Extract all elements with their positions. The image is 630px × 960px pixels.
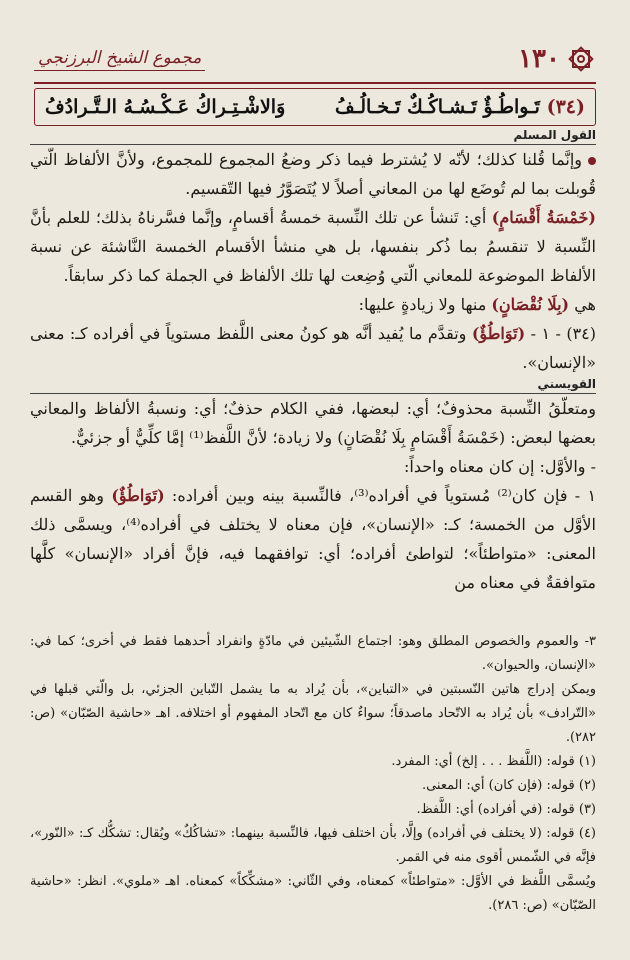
- term-tawatu-2: (تَوَاطُؤٌ): [111, 486, 165, 505]
- quwaysini-paragraph-1: ومتعلّقُ النِّسبة محذوفٌ؛ أي: لبعضها، ففي الكلام حذفٌ؛ أي: ونسبةُ الألفاظ والمعاني بعضها لبعض: (خَمْسَةُ أَقْسَامٍ بِلَا نُقْصَانٍ) ولا زيادة؛ لأنَّ اللَّفظ⁽¹⁾ إمَّا كلِّيٌّ أو جزئيٌّ.: [30, 399, 596, 447]
- verse-right: [335, 96, 585, 118]
- footnote-4-continued: ويُسمَّى اللَّفظ في الأوَّل: «متواطئاً» كمعناه، وفي الثّاني: «مشكِّكاً» كمعناه. اهـ «ملوي». انظر: «حاشية الصّبّان» (ص: ٢٨٦).: [30, 874, 596, 913]
- quwaysini-p3-pre: ١ - فإن كان⁽²⁾ مُستوياً في أفراده⁽³⁾، فالنِّسبة بينه وبين أفراده:: [171, 486, 597, 505]
- verse-right-hemistich: تَـواطُـؤٌ تَـشـاكُـكٌ تَـخـالُـفُ: [334, 96, 540, 118]
- qawl-paragraph-4: [30, 319, 596, 377]
- footnotes: [30, 630, 596, 918]
- verse-number: (٣٤): [546, 96, 585, 118]
- term-khamsa: (خَمْسَةُ أَقْسَامٍ): [491, 208, 597, 227]
- section-label-quwaysini: القويسني: [537, 377, 596, 391]
- qawl-p2-text: أي: تَنشأ عن تلك النِّسبة خمسةُ أقسامٍ، وإنَّما فسَّرناهُ بذلك؛ للعلم بأنَّ النِّسبة لا تنقسمُ بما ذُكر بنفسها، بل هي منشأ الأقسام الخمسة النَّاشئة عن نسبة الألفاظ الموضوعة للمعاني الّتي وُضِعت لها تلك الألفاظ في الجملة كما ذكر سابقاً.: [30, 208, 597, 285]
- qawl-p1-text: وإنَّما قُلنا كذلك؛ لأنّه لا يُشترط فيما ذكر وضعُ المجموع للمجموع، ولأنَّ الألفاظ الّتي قُوبلت بما لم تُوضَع لها من المعاني أصلاً لا يُتَصَوَّرُ فيها التّقسيم.: [30, 150, 596, 198]
- verse-left-hemistich: وَالاشْـتِـراكُ عَـكْـسُـهُ الـتَّـرادُفُ: [45, 96, 286, 118]
- page-number: ١٣٠: [518, 44, 560, 74]
- footnote-4: (٤) قوله: (لا يختلف في أفراده) وإلَّا، بأن اختلف فيها، فالنِّسبة بينهما: «تشاكُكٌ» ويُقال: تشكُّك كـ: «النّور»، فإنَّه في الشّمس أقوى منه في القمر.: [30, 826, 596, 865]
- running-head: [34, 44, 596, 74]
- qawl-p4-post: وتقدَّم ما يُفيد أنَّه هو كونُ معنى اللَّفظ مستوياً في أفراده كـ: معنى «الإنسان».: [30, 324, 596, 372]
- term-bila-nuqsan: (بِلَا نُقْصَانٍ): [491, 295, 570, 314]
- page-number-group: [518, 44, 596, 74]
- footnote-continued: ٣- والعموم والخصوص المطلق وهو: اجتماع الشّيئين في مادّةٍ وانفراد أحدهما فقط في أخرى؛ كما في: «الإنسان، والحيوان».: [30, 634, 596, 673]
- qawl-p3-pre: هي: [574, 295, 596, 314]
- section-label-qawl: القول المسلم: [513, 128, 596, 142]
- bullet-dot-icon: [588, 157, 596, 165]
- verse-box: [34, 88, 596, 126]
- term-tawatu: (تَوَاطُؤٌ): [471, 324, 526, 343]
- star-ornament-icon: [566, 44, 596, 74]
- footnote-2: (٢) قوله: (فإن كان) أي: المعنى.: [421, 778, 596, 793]
- main-text: [30, 128, 596, 597]
- book-title: مجموع الشيخ البرزنجي: [34, 48, 205, 71]
- quwaysini-p3-post: وهو القسم الأوَّل من الخمسة؛ كـ: «الإنسان»، فإن معناه لا يختلف في أفراده⁽⁴⁾، ويسمَّى ذلك المعنى: «متواطئاً»؛ لتواطئ أفراده؛ أي: توافقهما فيه، فإنَّ أفراد «الإنسان» كلَّها متوافقةٌ في معناه من: [30, 486, 596, 592]
- qawl-paragraph-2: [30, 203, 596, 290]
- quwaysini-paragraph-3: [30, 481, 596, 597]
- footnote-1: (١) قوله: (اللَّفظ . . . إلخ) أي: المفرد.: [391, 754, 596, 769]
- qawl-p4-pre: (٣٤) - ١ -: [530, 324, 596, 343]
- footnote-continued-2: ويمكن إدراج هاتين النّسبتين في «التباين»، بأن يُراد به ما يشمل التّباين الجزئي، بل والّتي قبلها في «التّرادف» بأن يُراد به الاتّحاد ماصدقاً؛ سواءٌ كان مع اتّحاد المفهوم أو اختلافه. اهـ «حاشية الصّبّان» (ص: ٢٨٢).: [30, 682, 596, 745]
- qawl-paragraph-3: [30, 290, 596, 319]
- quwaysini-paragraph-2: - والأوَّل: إن كان معناه واحداً:: [404, 457, 596, 476]
- footnote-3: (٣) قوله: (في أفراده) أي: اللَّفظ.: [416, 802, 596, 817]
- header-rule: [34, 82, 596, 84]
- qawl-p3-post: منها ولا زيادةٍ عليها:: [358, 295, 487, 314]
- qawl-paragraph-1: [30, 145, 596, 203]
